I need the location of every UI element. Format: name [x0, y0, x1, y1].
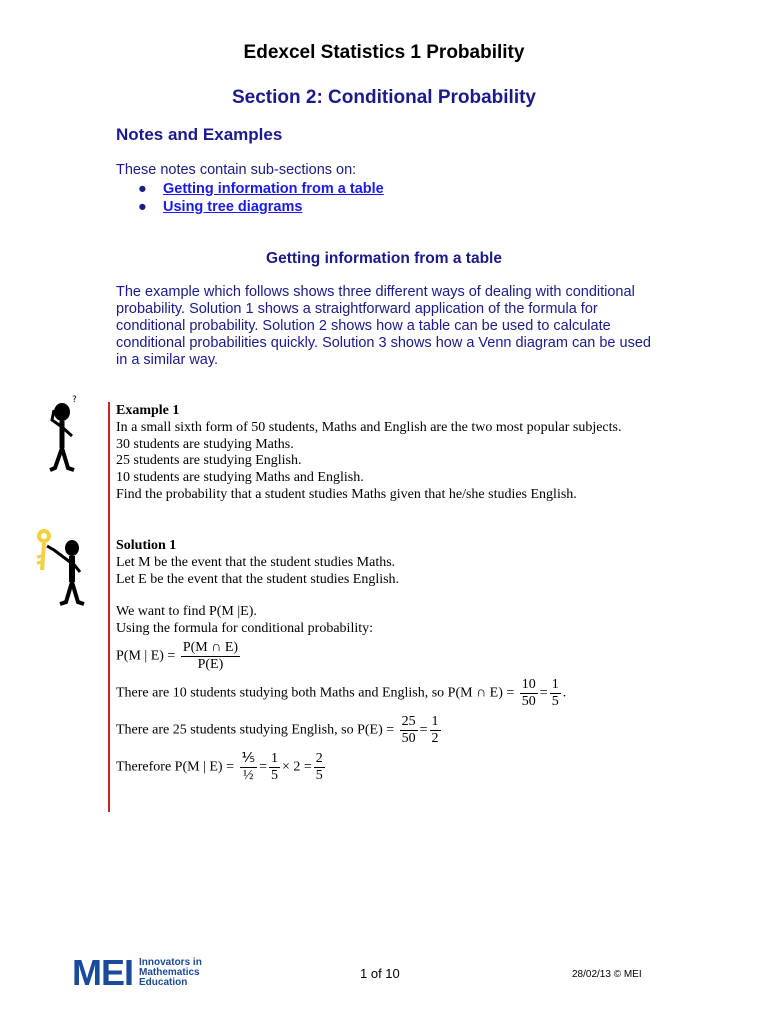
link-tree-diagrams[interactable]: Using tree diagrams	[163, 199, 303, 215]
logo-text-line: Innovators in	[139, 957, 202, 968]
thinking-figure-icon	[40, 392, 90, 479]
notes-heading: Notes and Examples	[116, 125, 283, 144]
formula-line	[116, 640, 676, 673]
list-item	[138, 180, 384, 198]
solution-line: Using the formula for conditional probability:	[116, 621, 374, 637]
solution-line: Let M be the event that the student studies Maths.	[116, 554, 396, 570]
subsection-list	[138, 180, 384, 216]
solution-line: We want to find P(M |E).	[116, 604, 257, 620]
fraction: $\frac{1}{2}$	[431, 713, 439, 746]
both-text: There are 10 students studying both Maths and English, so P(M ∩ E) =	[116, 685, 515, 701]
example-line: 10 students are studying Maths and English.	[116, 470, 364, 486]
example-block	[116, 403, 676, 504]
times-text: × 2 =	[281, 759, 312, 775]
both-line: There are 10 students studying both Maths and English, so P(M ∩ E) = $\frac{10}{50}$ = $\frac{1}{5}$ .	[116, 676, 567, 709]
fraction: $\frac{2}{5}$	[315, 750, 323, 783]
list-item	[138, 198, 384, 216]
subheading: Getting information from a table	[266, 250, 502, 267]
intro-paragraph: The example which follows shows three different ways of dealing with conditional probability. Solution 1 shows a straightforward application of the formula for conditional probability. Solution 2 shows how a table can be used to calculate conditional probabilities quickly. Solution 3 shows how a Venn diagram can be used in a similar way.	[116, 284, 651, 368]
formula-lhs: P(M | E) =	[116, 648, 176, 664]
example-line: 30 students are studying Maths.	[116, 436, 294, 452]
example-line: 25 students are studying English.	[116, 453, 302, 469]
therefore-line: Therefore P(M | E) = $\frac{\text{⅕}}{\text{½}}$ = $\frac{1}{5}$ × 2 = $\frac{2}{5}$	[116, 750, 323, 783]
bullet-icon: ●	[138, 181, 147, 197]
solution-heading: Solution 1	[116, 538, 177, 553]
therefore-text: Therefore P(M | E) =	[116, 759, 234, 775]
fraction: $\frac{1}{5}$	[551, 676, 559, 709]
fraction: $\frac{25}{50}$	[401, 713, 416, 746]
svg-text:?: ?	[72, 395, 77, 405]
intro-text: These notes contain sub-sections on:	[116, 162, 357, 178]
logo-text-line: Education	[139, 977, 188, 988]
english-text: There are 25 students studying English, so P(E) =	[116, 722, 395, 738]
logo-text-line: Mathematics	[139, 967, 200, 978]
mei-logo	[72, 952, 202, 993]
page-number: 1 of 10	[360, 966, 400, 981]
footer-date: 28/02/13 © MEI	[572, 969, 642, 980]
example-heading: Example 1	[116, 403, 180, 418]
key-figure-icon	[32, 526, 92, 613]
fraction: $\frac{\text{⅕}}{\text{½}}$	[241, 750, 256, 783]
example-line: Find the probability that a student studies Maths given that he/she studies English.	[116, 486, 577, 502]
solution-block	[116, 538, 676, 784]
bullet-icon: ●	[138, 199, 147, 215]
margin-rule	[108, 402, 110, 812]
example-line: In a small sixth form of 50 students, Maths and English are the two most popular subjects.	[116, 419, 622, 435]
english-line: There are 25 students studying English, so P(E) = $\frac{25}{50}$ = $\frac{1}{2}$	[116, 713, 439, 746]
link-getting-information[interactable]: Getting information from a table	[163, 181, 384, 197]
doc-title: Edexcel Statistics 1 Probability	[243, 42, 525, 63]
fraction: $\frac{1}{5}$	[270, 750, 278, 783]
formula-fraction: $\frac{P(M \cap E)}{P(E)}$	[182, 639, 239, 672]
solution-line: Let E be the event that the student studies English.	[116, 571, 400, 587]
fraction: $\frac{10}{50}$	[521, 676, 536, 709]
logo-letters: MEI	[72, 952, 134, 993]
section-title: Section 2: Conditional Probability	[231, 87, 537, 108]
